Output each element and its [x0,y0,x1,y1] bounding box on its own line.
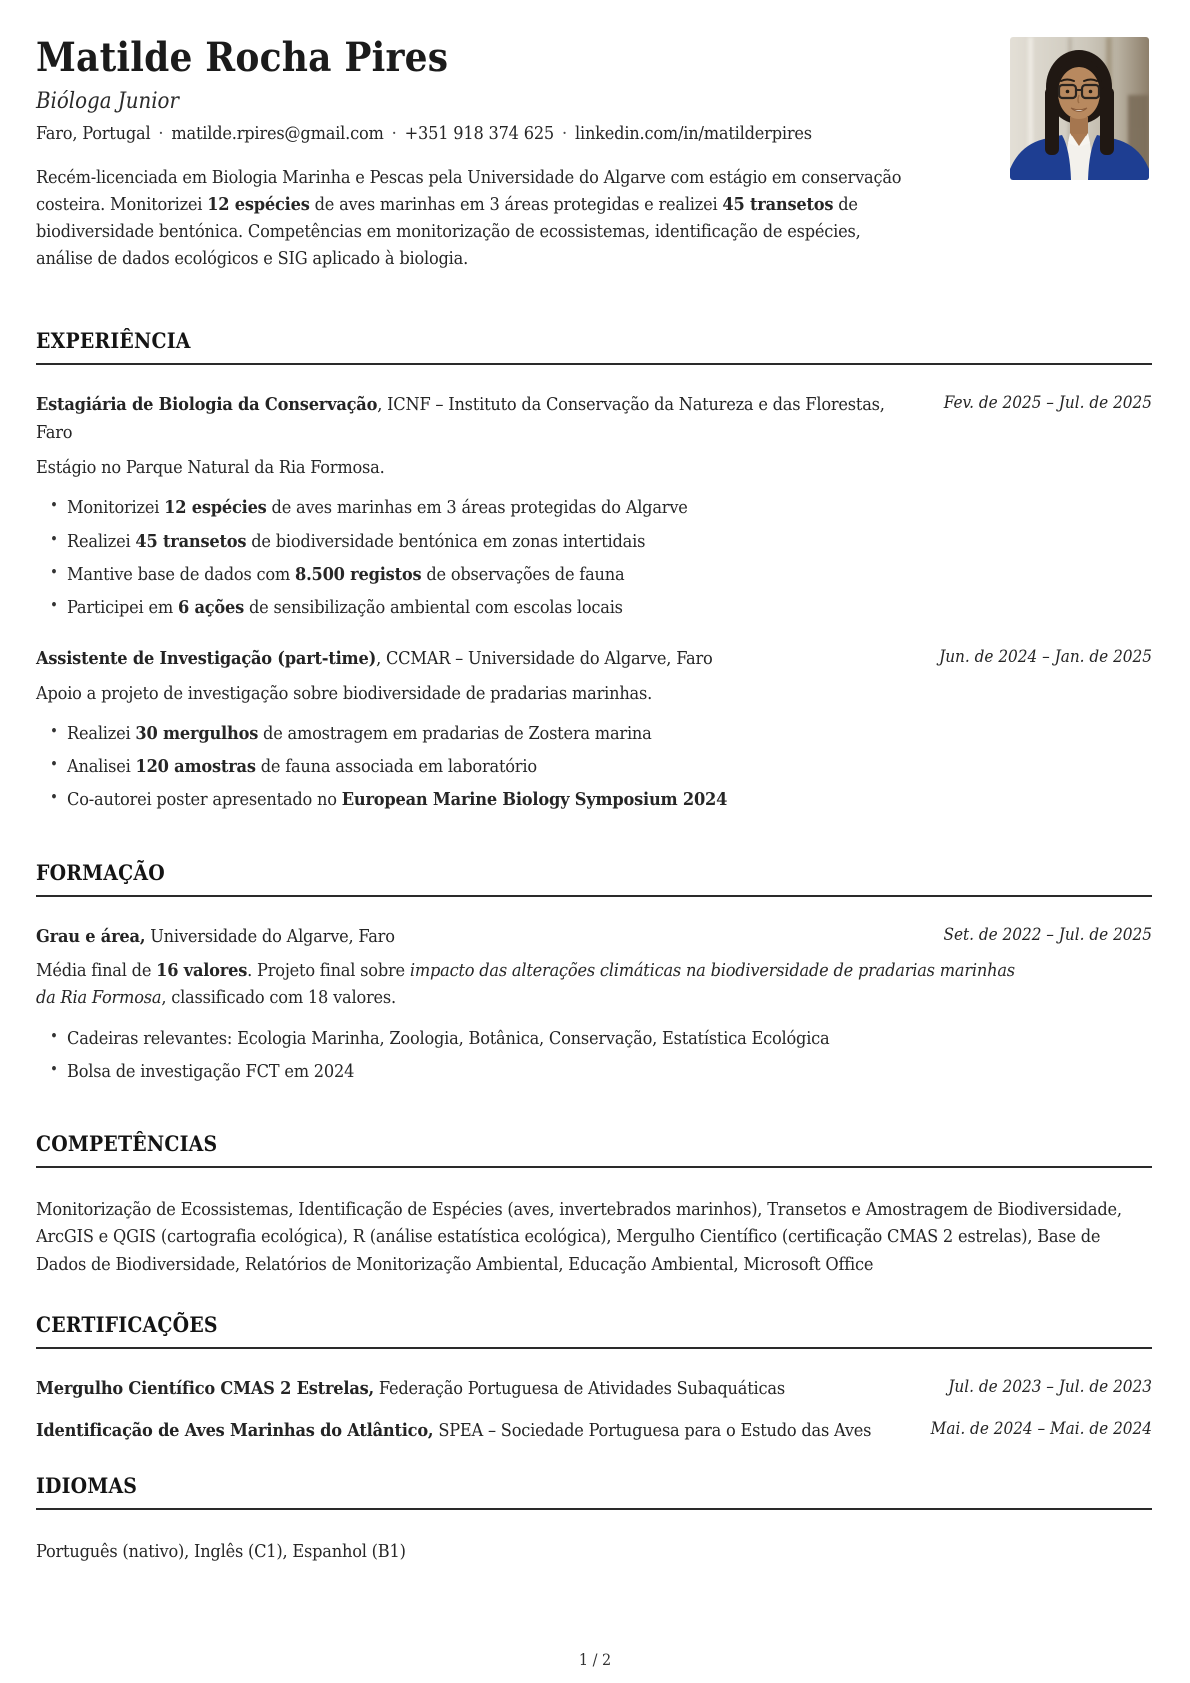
section-divider [36,1508,1152,1510]
entry-title: Estagiária de Biologia da Conservação, ICNF – Instituto da Conservação da Natureza e das Florestas, Faro [36,394,885,443]
section-education [36,860,1152,1085]
profile-photo-illustration [1010,37,1149,180]
section-divider [36,1347,1152,1349]
entry-description: Estágio no Parque Natural da Ria Formosa. [36,456,385,478]
entry-title: Assistente de Investigação (part-time), CCMAR – Universidade do Algarve, Faro [36,647,713,669]
bullet-item: • Realizei 30 mergulhos de amostragem em pradarias de Zostera marina [50,721,1152,747]
experience-entry [36,645,1152,814]
contact-phone: +351 918 374 625 [404,123,555,144]
contact-separator: · [158,123,164,144]
entry-description: Apoio a projeto de investigação sobre biodiversidade de pradarias marinhas. [36,682,653,704]
section-skills [36,1131,1152,1278]
bullet-item: • Analisei 120 amostras de fauna associada em laboratório [50,754,1152,780]
contact-separator: · [562,123,567,144]
entry-title: Identificação de Aves Marinhas do Atlântico, SPEA – Sociedade Portuguesa para o Estudo das Aves [36,1419,872,1441]
bullet-list [36,721,1152,813]
job-title: Bióloga Junior [36,89,179,114]
entry-header [36,923,1152,951]
bullet-item: • Realizei 45 transetos de biodiversidade bentónica em zonas intertidais [50,529,1152,555]
section-divider [36,895,1152,897]
section-divider [36,1166,1152,1168]
bullet-list [36,495,1152,620]
entry-date: Jul. de 2023 – Jul. de 2023 [948,1376,1152,1397]
education-entry [36,923,1152,1085]
section-certifications [36,1312,1152,1445]
bullet-item: • Co-autorei poster apresentado no European Marine Biology Symposium 2024 [50,787,1152,813]
contact-location: Faro, Portugal [36,123,151,144]
entry-date: Fev. de 2025 – Jul. de 2025 [943,393,1152,413]
languages-paragraph: Português (nativo), Inglês (C1), Espanhol (B1) [36,1540,406,1562]
languages-heading: IDIOMAS [36,1472,138,1498]
bullet-list [36,1026,1152,1085]
skills-paragraph: Monitorização de Ecossistemas, Identificação de Espécies (aves, invertebrados marinhos), Transetos e Amostragem de Biodiversidade, ArcGIS e QGIS (cartografia ecológica), R (análise estatística ecológica), Mergulho Científico (certificação CMAS 2 estrelas), Base de Dados de Biodiversidade, Relatórios de Monitorização Ambiental, Educação Ambiental, Microsoft Office [36,1198,1122,1275]
summary-paragraph: Recém-licenciada em Biologia Marinha e Pescas pela Universidade do Algarve com estágio em conservação costeira. Monitorizei 12 espécies de aves marinhas em 3 áreas protegidas e realizei 45 transetos de biodiversidade bentónica. Competências em monitorização de ecossistemas, identificação de espécies, análise de dados ecológicos e SIG aplicado à biologia. [36,167,902,269]
contact-line [36,123,1152,144]
profile-photo [1010,37,1149,180]
section-languages [36,1473,1152,1565]
contact-separator: · [391,123,397,144]
entry-header [36,391,1152,447]
education-heading: FORMAÇÃO [36,859,165,885]
experience-entry [36,391,1152,621]
page-number: 1 / 2 [578,1650,612,1669]
certification-entry [36,1375,1152,1403]
skills-heading: COMPETÊNCIAS [36,1130,218,1156]
contact-email: matilde.rpires@gmail.com [171,123,384,144]
contact-linkedin: linkedin.com/in/matilderpires [574,123,812,144]
entry-header [36,1417,1152,1445]
bullet-item: • Cadeiras relevantes: Ecologia Marinha, Zoologia, Botânica, Conservação, Estatística Ecológica [50,1026,1152,1052]
section-experience [36,328,1152,814]
certification-entry [36,1417,1152,1445]
header [36,36,1152,144]
entry-title: Mergulho Científico CMAS 2 Estrelas, Federação Portuguesa de Atividades Subaquáticas [36,1377,785,1399]
certifications-heading: CERTIFICAÇÕES [36,1311,218,1337]
entry-description: Média final de 16 valores. Projeto final sobre impacto das alterações climáticas na biodiversidade de pradarias marinhas da Ria Formosa, classificado com 18 valores. [36,960,1015,1009]
experience-heading: EXPERIÊNCIA [36,328,191,353]
entry-title: Grau e área, Universidade do Algarve, Faro [36,925,395,947]
bullet-item: • Bolsa de investigação FCT em 2024 [50,1059,1152,1085]
section-divider [36,363,1152,365]
entry-date: Set. de 2022 – Jul. de 2025 [943,924,1152,945]
bullet-item: • Mantive base de dados com 8.500 registos de observações de fauna [50,562,1152,588]
entry-header [36,645,1152,673]
entry-date: Jun. de 2024 – Jan. de 2025 [939,646,1152,667]
bullet-item: • Monitorizei 12 espécies de aves marinhas em 3 áreas protegidas do Algarve [50,495,1152,521]
bullet-item: • Participei em 6 ações de sensibilização ambiental com escolas locais [50,595,1152,621]
entry-header [36,1375,1152,1403]
name-heading: Matilde Rocha Pires [36,34,449,81]
entry-date: Mai. de 2024 – Mai. de 2024 [930,1418,1152,1439]
